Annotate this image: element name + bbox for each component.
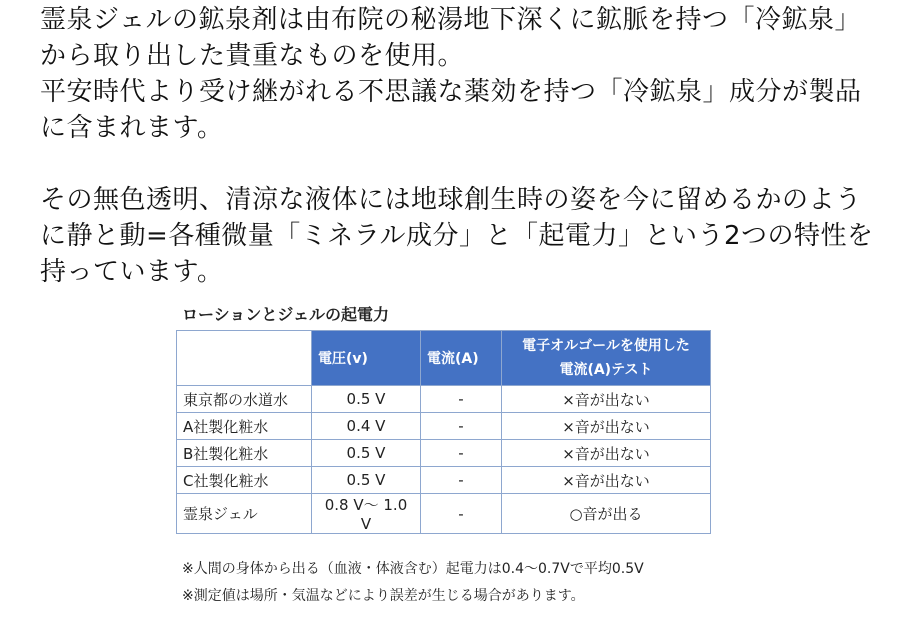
row-test-result: ×音が出ない [502,386,711,413]
row-test-result: ×音が出ない [502,413,711,440]
row-label: 霊泉ジェル [177,494,312,534]
row-test-result: ×音が出ない [502,440,711,467]
footnote-2: ※測定値は場所・気温などにより誤差が生じる場合があります。 [182,588,585,604]
row-voltage: 0.5 V [312,386,421,413]
table-row [177,467,711,494]
intro-paragraph-2: 平安時代より受け継がれる不思議な薬効を持つ「冷鉱泉」成分が製品に含まれます。 [40,77,862,143]
row-voltage: 0.5 V [312,467,421,494]
row-voltage: 0.8 V～ 1.0 V [312,494,421,534]
intro-text [40,2,880,290]
header-test-line-2: 電流(A)テスト [559,362,653,378]
row-label: 東京都の水道水 [177,386,312,413]
row-current: - [421,494,502,534]
paragraph-spacer [40,146,880,182]
table-row [177,494,711,534]
row-current: - [421,440,502,467]
row-label: A社製化粧水 [177,413,312,440]
row-voltage: 0.5 V [312,440,421,467]
row-test-result: ○音が出る [502,494,711,534]
intro-paragraph-3: その無色透明、清涼な液体には地球創生時の姿を今に留めるかのように静と動=各種微量「ミネラル成分」と「起電力」という2つの特性を持っています。 [40,185,874,287]
table-title: ローションとジェルの起電力 [182,305,390,324]
table-row [177,386,711,413]
footnotes [182,556,644,610]
header-corner-cell [177,331,312,386]
header-voltage: 電圧(v) [312,331,421,386]
row-test-result: ×音が出ない [502,467,711,494]
row-label: C社製化粧水 [177,467,312,494]
intro-paragraph-1: 霊泉ジェルの鉱泉剤は由布院の秘湯地下深くに鉱脈を持つ「冷鉱泉」から取り出した貴重なものを使用。 [40,5,861,71]
row-voltage: 0.4 V [312,413,421,440]
row-current: - [421,467,502,494]
table-row [177,413,711,440]
table-row [177,440,711,467]
table-header-row [177,331,711,386]
footnote-1: ※人間の身体から出る（血液・体液含む）起電力は0.4～0.7Vで平均0.5V [182,561,644,577]
row-label: B社製化粧水 [177,440,312,467]
electromotive-force-table [176,330,711,534]
header-test [502,331,711,386]
row-current: - [421,386,502,413]
row-current: - [421,413,502,440]
header-current: 電流(A) [421,331,502,386]
header-test-line-1: 電子オルゴールを使用した [522,338,690,354]
